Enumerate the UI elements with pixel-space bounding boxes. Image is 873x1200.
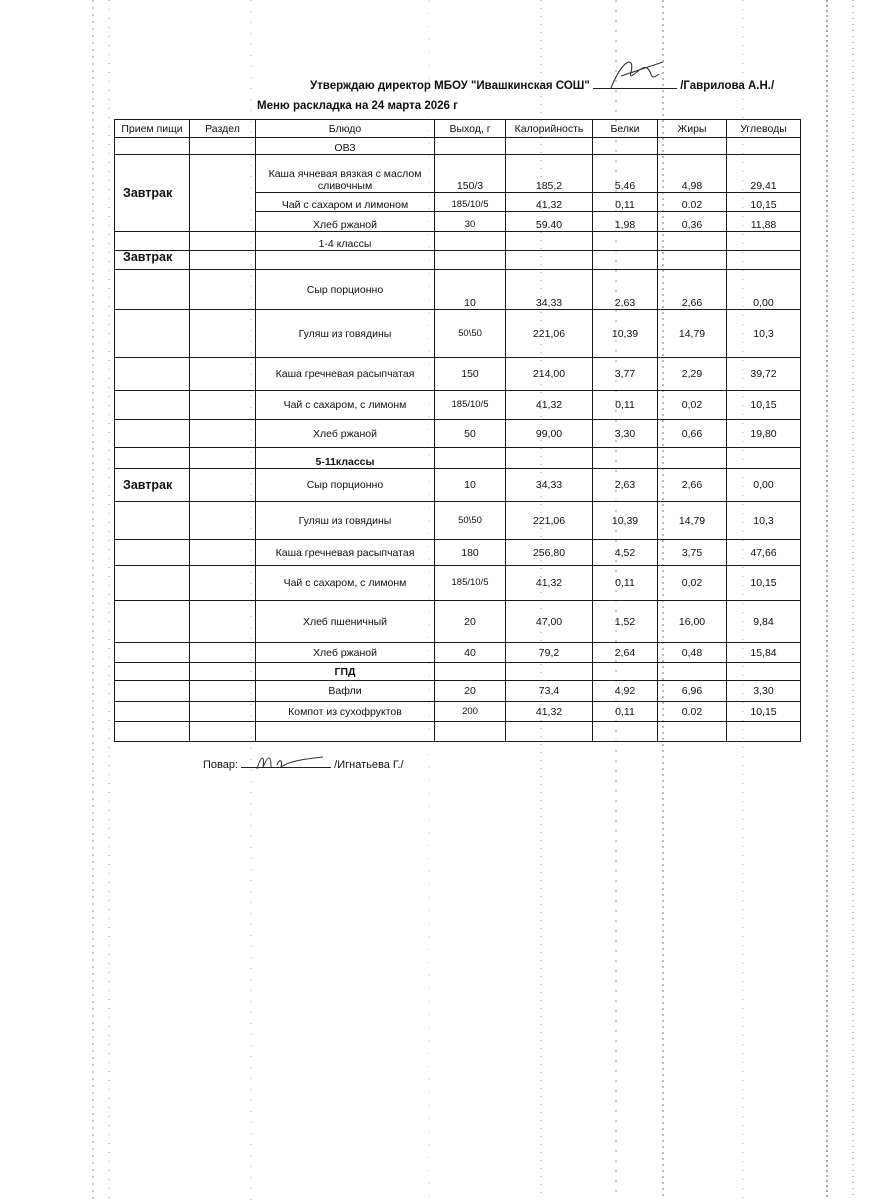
menu-table (114, 119, 801, 742)
dish-fat: 0,66 (658, 420, 727, 448)
dish-output: 185/10/5 (435, 566, 506, 601)
dish-name: Хлеб пшеничный (256, 601, 435, 643)
group-header-row (115, 232, 801, 251)
dish-carbs: 9,84 (727, 601, 801, 643)
dish-carbs: 10,3 (727, 502, 801, 540)
dish-calories: 41,32 (506, 193, 593, 212)
dish-output: 50\50 (435, 502, 506, 540)
dish-name: Сыр порционно (256, 469, 435, 502)
scan-noise-stripe (92, 0, 94, 1200)
dish-calories: 221,06 (506, 502, 593, 540)
dish-output: 10 (435, 270, 506, 310)
director-name: /Гаврилова А.Н./ (680, 80, 775, 92)
dish-protein: 2,63 (593, 270, 658, 310)
table-row (115, 643, 801, 663)
dish-fat: 14,79 (658, 310, 727, 358)
cook-signature-underline (241, 757, 331, 768)
dish-protein: 0,11 (593, 566, 658, 601)
col-header-section: Раздел (190, 120, 256, 138)
director-signature (601, 54, 671, 94)
dish-output: 50\50 (435, 310, 506, 358)
dish-calories: 34,33 (506, 270, 593, 310)
dish-protein: 1,98 (593, 212, 658, 232)
dish-calories: 79,2 (506, 643, 593, 663)
dish-fat: 4,98 (658, 155, 727, 193)
col-header-meal: Прием пищи (115, 120, 190, 138)
table-row (115, 601, 801, 643)
table-header-row (115, 120, 801, 138)
col-header-calories: Калорийность (506, 120, 593, 138)
dish-protein: 3,30 (593, 420, 658, 448)
table-row (115, 540, 801, 566)
meal-label: Завтрак (115, 251, 190, 270)
dish-protein: 2,64 (593, 643, 658, 663)
col-header-dish: Блюдо (256, 120, 435, 138)
dish-carbs: 10,15 (727, 566, 801, 601)
approval-line (310, 78, 774, 92)
dish-protein: 3,77 (593, 358, 658, 391)
dish-output: 20 (435, 601, 506, 643)
col-header-protein: Белки (593, 120, 658, 138)
dish-protein: 2,63 (593, 469, 658, 502)
meal-label: Завтрак (115, 155, 190, 232)
dish-fat: 2,66 (658, 270, 727, 310)
dish-output: 30 (435, 212, 506, 232)
dish-name: Чай с сахаром, с лимонм (256, 566, 435, 601)
dish-output: 10 (435, 469, 506, 502)
dish-fat: 0,48 (658, 643, 727, 663)
dish-carbs: 47,66 (727, 540, 801, 566)
dish-protein: 10,39 (593, 502, 658, 540)
cook-label: Повар: (203, 759, 239, 771)
group-header-row (115, 448, 801, 469)
dish-carbs: 3,30 (727, 681, 801, 702)
dish-name: Чай с сахаром и лимоном (256, 193, 435, 212)
dish-fat: 14,79 (658, 502, 727, 540)
table-row (115, 681, 801, 702)
dish-calories: 256,80 (506, 540, 593, 566)
dish-carbs: 10,3 (727, 310, 801, 358)
dish-name: Каша ячневая вязкая с маслом сливочным (256, 155, 435, 193)
menu-title: Меню раскладка на 24 марта 2026 г (257, 100, 458, 112)
dish-carbs: 10,15 (727, 391, 801, 420)
cook-name: /Игнатьева Г./ (334, 759, 404, 771)
table-row (115, 251, 801, 270)
dish-carbs: 0,00 (727, 469, 801, 502)
dish-protein: 4,52 (593, 540, 658, 566)
dish-fat: 2,66 (658, 469, 727, 502)
cook-signature (249, 751, 329, 773)
group-title-ovz: ОВЗ (256, 138, 435, 155)
dish-name: Сыр порционно (256, 270, 435, 310)
dish-carbs: 11,88 (727, 212, 801, 232)
dish-carbs: 0,00 (727, 270, 801, 310)
dish-output: 50 (435, 420, 506, 448)
dish-calories: 41,32 (506, 391, 593, 420)
dish-output: 150 (435, 358, 506, 391)
table-row (115, 310, 801, 358)
table-row (115, 502, 801, 540)
dish-fat: 2,29 (658, 358, 727, 391)
dish-output: 40 (435, 643, 506, 663)
dish-name: Компот из сухофруктов (256, 702, 435, 722)
dish-fat: 3,75 (658, 540, 727, 566)
dish-protein: 1,52 (593, 601, 658, 643)
dish-protein: 0,11 (593, 391, 658, 420)
dish-protein: 5,46 (593, 155, 658, 193)
scan-noise-stripe (852, 0, 854, 1200)
table-row (115, 420, 801, 448)
scan-noise-stripe (826, 0, 828, 1200)
group-title-1-4: 1-4 классы (256, 232, 435, 251)
dish-carbs: 39,72 (727, 358, 801, 391)
dish-name: Хлеб ржаной (256, 643, 435, 663)
dish-protein: 0,11 (593, 193, 658, 212)
dish-calories: 34,33 (506, 469, 593, 502)
col-header-carbs: Углеводы (727, 120, 801, 138)
col-header-fat: Жиры (658, 120, 727, 138)
table-row (115, 566, 801, 601)
dish-fat: 0.02 (658, 702, 727, 722)
table-row (115, 469, 801, 502)
group-header-row (115, 138, 801, 155)
dish-name: Хлеб ржаной (256, 212, 435, 232)
dish-carbs: 15,84 (727, 643, 801, 663)
scan-noise-stripe (108, 0, 110, 1200)
dish-calories: 41,32 (506, 566, 593, 601)
director-signature-line (593, 78, 677, 89)
dish-protein: 10,39 (593, 310, 658, 358)
table-row (115, 702, 801, 722)
group-header-row (115, 663, 801, 681)
table-row (115, 155, 801, 193)
dish-name: Чай с сахаром, с лимонм (256, 391, 435, 420)
dish-fat: 0.02 (658, 193, 727, 212)
dish-calories: 41,32 (506, 702, 593, 722)
dish-calories: 59.40 (506, 212, 593, 232)
dish-carbs: 10,15 (727, 193, 801, 212)
dish-calories: 99,00 (506, 420, 593, 448)
table-row (115, 358, 801, 391)
dish-output: 185/10/5 (435, 193, 506, 212)
dish-output: 20 (435, 681, 506, 702)
dish-fat: 16,00 (658, 601, 727, 643)
table-row-empty (115, 722, 801, 742)
table-row (115, 391, 801, 420)
approval-text: Утверждаю директор МБОУ "Ивашкинская СОШ" (310, 80, 590, 92)
dish-calories: 47,00 (506, 601, 593, 643)
dish-output: 150/3 (435, 155, 506, 193)
dish-name: Гуляш из говядины (256, 310, 435, 358)
col-header-output: Выход, г (435, 120, 506, 138)
dish-carbs: 10,15 (727, 702, 801, 722)
dish-output: 180 (435, 540, 506, 566)
dish-name: Гуляш из говядины (256, 502, 435, 540)
dish-fat: 0,02 (658, 566, 727, 601)
dish-fat: 0,02 (658, 391, 727, 420)
dish-output: 200 (435, 702, 506, 722)
dish-name: Каша гречневая расыпчатая (256, 540, 435, 566)
table-row (115, 270, 801, 310)
dish-name: Хлеб ржаной (256, 420, 435, 448)
dish-carbs: 29,41 (727, 155, 801, 193)
dish-calories: 214,00 (506, 358, 593, 391)
dish-protein: 4,92 (593, 681, 658, 702)
group-title-gpd: ГПД (256, 663, 435, 681)
dish-calories: 73,4 (506, 681, 593, 702)
group-title-5-11: 5-11классы (256, 448, 435, 469)
dish-fat: 6,96 (658, 681, 727, 702)
dish-calories: 221,06 (506, 310, 593, 358)
dish-calories: 185,2 (506, 155, 593, 193)
dish-carbs: 19,80 (727, 420, 801, 448)
dish-fat: 0,36 (658, 212, 727, 232)
dish-output: 185/10/5 (435, 391, 506, 420)
cook-signature-line (203, 757, 404, 771)
meal-label: Завтрак (115, 469, 190, 502)
dish-name: Каша гречневая расыпчатая (256, 358, 435, 391)
dish-name: Вафли (256, 681, 435, 702)
dish-protein: 0,11 (593, 702, 658, 722)
